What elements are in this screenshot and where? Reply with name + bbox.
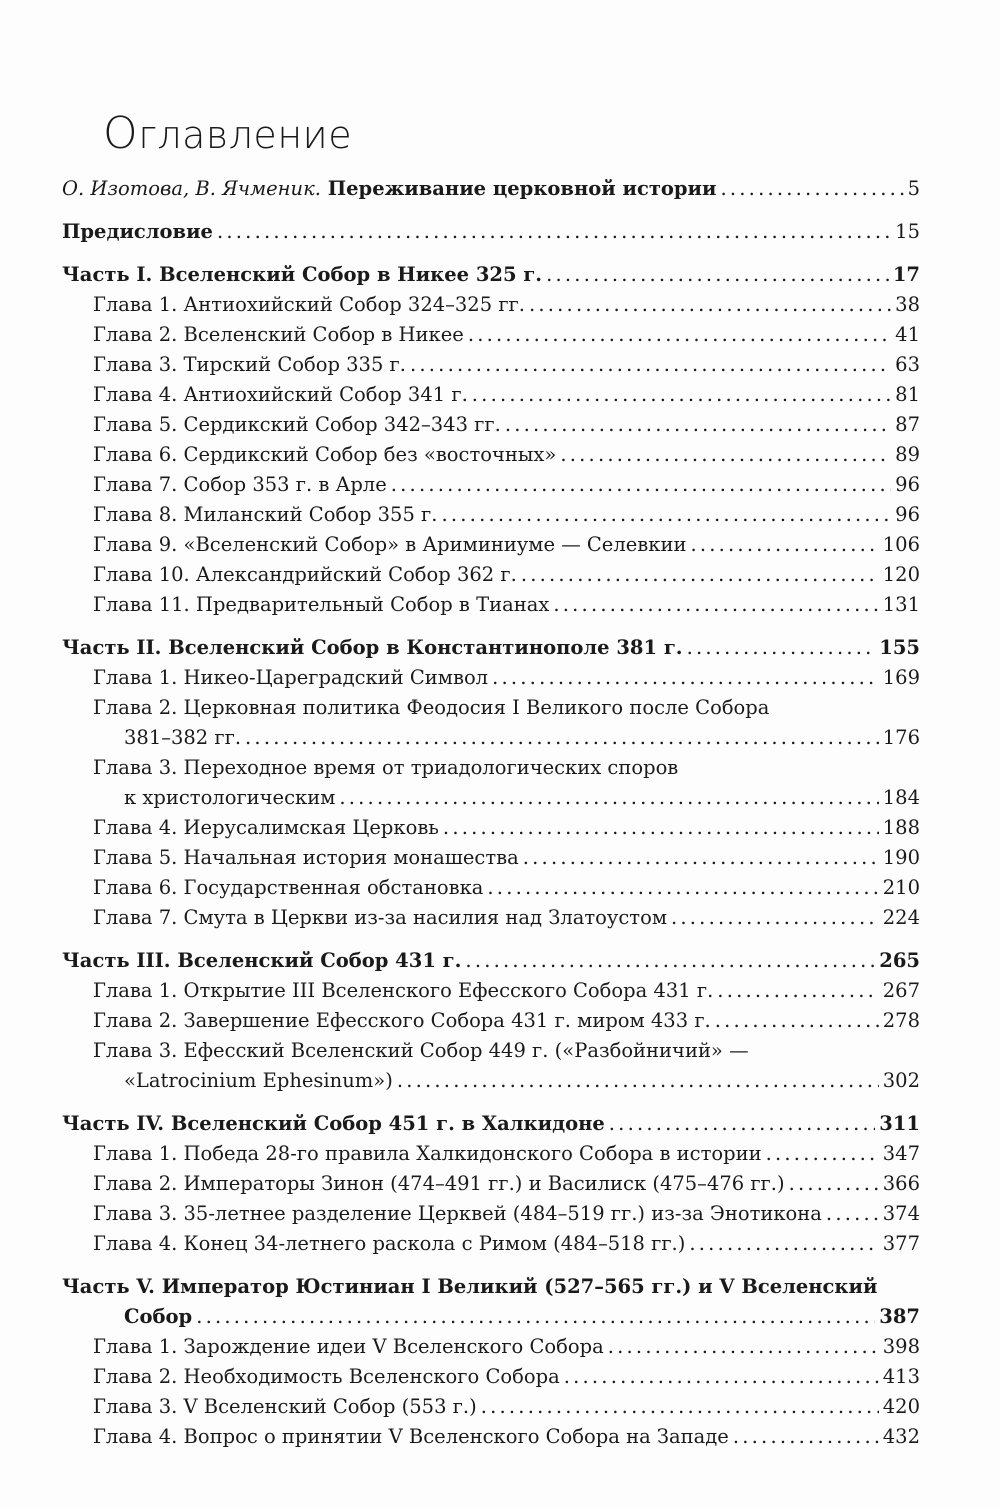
toc-entry-label: Глава 2. Завершение Ефесского Собора 431 г. миром 433 г. (93, 1009, 711, 1032)
page-number: 302 (882, 1069, 920, 1092)
toc-chapter[interactable] (62, 1422, 920, 1452)
toc-chapter[interactable] (62, 590, 920, 620)
toc-part-4 (62, 1109, 920, 1259)
leader-dots (487, 873, 878, 903)
leader-dots (689, 1229, 878, 1259)
leader-dots (609, 1109, 876, 1139)
toc-entry-label: Глава 1. Открытие III Вселенского Ефесского Собора 431 г. (93, 979, 714, 1002)
toc-entry-label: Глава 6. Государственная обстановка (93, 876, 484, 899)
leader-dots (505, 410, 891, 440)
table-of-contents (62, 174, 920, 1452)
leader-dots (391, 470, 891, 500)
leader-dots (465, 946, 875, 976)
toc-chapter[interactable] (62, 663, 920, 693)
page-number: 267 (882, 979, 920, 1002)
toc-chapter[interactable] (62, 903, 920, 933)
toc-entry-label: Глава 7. Собор 353 г. в Арле (93, 473, 387, 496)
leader-dots (410, 350, 891, 380)
page-number: 63 (895, 353, 920, 376)
page-number: 38 (895, 293, 920, 316)
toc-chapter[interactable] (62, 1199, 920, 1229)
toc-entry-label: Глава 4. Вопрос о принятии V Вселенского Собора на Западе (93, 1425, 729, 1448)
toc-part-heading[interactable] (62, 946, 920, 976)
leader-dots (521, 560, 879, 590)
toc-entry-label: Глава 3. 35-летнее разделение Церквей (484–519 гг.) из-за Энотикона (93, 1202, 822, 1225)
leader-dots (560, 440, 891, 470)
page-number: 176 (882, 726, 920, 749)
toc-chapter[interactable] (62, 410, 920, 440)
toc-chapter[interactable] (62, 1332, 920, 1362)
toc-chapter[interactable] (62, 530, 920, 560)
toc-chapter[interactable] (62, 1362, 920, 1392)
toc-entry-label: Глава 4. Иерусалимская Церковь (93, 816, 439, 839)
page-number: 89 (895, 443, 920, 466)
toc-chapter[interactable] (62, 1006, 920, 1036)
leader-dots (826, 1199, 879, 1229)
leader-dots (472, 380, 891, 410)
toc-chapter[interactable] (62, 380, 920, 410)
toc-entry-label: Глава 2. Необходимость Вселенского Собора (93, 1365, 560, 1388)
page-number: 96 (895, 503, 920, 526)
leader-dots (441, 500, 891, 530)
page-number: 311 (879, 1112, 920, 1135)
toc-entry-label: Глава 5. Сердикский Собор 342–343 гг. (93, 413, 501, 436)
leader-dots (687, 633, 876, 663)
leader-dots (553, 590, 878, 620)
leader-dots (789, 1169, 879, 1199)
toc-entry-label: 381–382 гг. (124, 726, 242, 749)
page-number: 120 (882, 563, 920, 586)
toc-part-3 (62, 946, 920, 1096)
page-number: 17 (892, 263, 920, 286)
toc-chapter[interactable] (62, 1392, 920, 1422)
toc-entry-label: Глава 1. Победа 28-го правила Халкидонского Собора в истории (93, 1142, 762, 1165)
page-number: 420 (882, 1395, 920, 1418)
leader-dots (217, 217, 891, 247)
toc-chapter[interactable] (62, 1066, 920, 1096)
page-number: 81 (895, 383, 920, 406)
toc-chapter[interactable] (62, 873, 920, 903)
leader-dots (468, 320, 891, 350)
leader-dots (492, 663, 879, 693)
page-number: 184 (882, 786, 920, 809)
toc-entry-label: «Latrocinium Ephesinum») (124, 1069, 393, 1092)
toc-entry-label: Глава 2. Императоры Зинон (474–491 гг.) и Василиск (475–476 гг.) (93, 1172, 785, 1195)
leader-dots (196, 1302, 875, 1332)
toc-chapter[interactable] (62, 843, 920, 873)
intro-author: О. Изотова, В. Ячменик. (62, 177, 321, 200)
page-number: 210 (882, 876, 920, 899)
leader-dots (733, 1422, 879, 1452)
toc-entry-label: Глава 8. Миланский Собор 355 г. (93, 503, 438, 526)
page-number: 5 (907, 177, 920, 200)
toc-entry-label: Глава 9. «Вселенский Собор» в Ариминиуме — Селевкии (93, 533, 687, 556)
toc-chapter[interactable] (62, 723, 920, 753)
toc-entry-label: к христологическим (124, 786, 336, 809)
leader-dots (671, 903, 879, 933)
page-number: 432 (882, 1425, 920, 1448)
toc-chapter[interactable] (62, 783, 920, 813)
page-number: 387 (879, 1305, 920, 1328)
toc-entry-label: Глава 3. V Вселенский Собор (553 г.) (93, 1395, 477, 1418)
toc-entry-label: Предисловие (62, 220, 213, 243)
toc-entry-label: Глава 1. Антиохийский Собор 324–325 гг. (93, 293, 525, 316)
page-number: 413 (882, 1365, 920, 1388)
page-number: 190 (882, 846, 920, 869)
toc-entry-label: Часть I. Вселенский Собор в Никее 325 г. (62, 263, 543, 286)
toc-chapter[interactable] (62, 320, 920, 350)
toc-chapter[interactable] (62, 290, 920, 320)
toc-chapter[interactable] (62, 440, 920, 470)
toc-chapter[interactable] (62, 976, 920, 1006)
page-number: 374 (882, 1202, 920, 1225)
leader-dots (245, 723, 879, 753)
leader-dots (546, 260, 889, 290)
leader-dots (715, 1006, 879, 1036)
toc-entry-label: Собор (124, 1305, 193, 1328)
leader-dots (443, 813, 879, 843)
page-number: 377 (882, 1232, 920, 1255)
toc-part-heading[interactable] (62, 633, 920, 663)
toc-part-5 (62, 1272, 920, 1452)
toc-chapter-line[interactable]: Глава 3. Переходное время от триадологических споров (93, 756, 679, 779)
toc-entry-label (62, 174, 716, 204)
toc-chapter-line[interactable]: Глава 2. Церковная политика Феодосия I Великого после Собора (93, 696, 770, 719)
page-title (103, 108, 352, 159)
toc-part-2 (62, 633, 920, 933)
page-number: 265 (879, 949, 920, 972)
toc-entry-label: Глава 2. Вселенский Собор в Никее (93, 323, 464, 346)
page-number: 366 (882, 1172, 920, 1195)
toc-entry-label: Глава 5. Начальная история монашества (93, 846, 519, 869)
toc-entry-intro[interactable] (62, 174, 920, 204)
page-number: 169 (882, 666, 920, 689)
page-number: 188 (882, 816, 920, 839)
page-number: 87 (895, 413, 920, 436)
toc-entry-label: Часть IV. Вселенский Собор 451 г. в Халкидоне (62, 1112, 605, 1135)
toc-entry-label: Глава 6. Сердикский Собор без «восточных» (93, 443, 557, 466)
toc-entry-label: Глава 4. Конец 34-летнего раскола с Римом (484–518 гг.) (93, 1232, 686, 1255)
toc-chapter[interactable] (62, 500, 920, 530)
toc-part-heading[interactable] (62, 1109, 920, 1139)
leader-dots (529, 290, 891, 320)
page-number: 398 (882, 1335, 920, 1358)
page-number: 155 (879, 636, 920, 659)
page-number: 15 (895, 220, 920, 243)
toc-entry-label: Глава 11. Предварительный Собор в Тианах (93, 593, 550, 616)
toc-chapter[interactable] (62, 1169, 920, 1199)
leader-dots (564, 1362, 879, 1392)
page-number: 278 (882, 1009, 920, 1032)
toc-chapter[interactable] (62, 1139, 920, 1169)
title-initial: О (103, 108, 139, 159)
toc-entry-label: Глава 10. Александрийский Собор 362 г. (93, 563, 517, 586)
title-rest: главление (138, 113, 353, 157)
page-number: 106 (882, 533, 920, 556)
toc-entry-label: Глава 7. Смута в Церкви из-за насилия над Златоустом (93, 906, 667, 929)
toc-chapter-line[interactable]: Глава 3. Ефесский Вселенский Собор 449 г. («Разбойничий» — (93, 1039, 749, 1062)
leader-dots (481, 1392, 879, 1422)
leader-dots (690, 530, 878, 560)
page-number: 131 (882, 593, 920, 616)
leader-dots (766, 1139, 879, 1169)
leader-dots (397, 1066, 879, 1096)
toc-entry-label: Часть III. Вселенский Собор 431 г. (62, 949, 462, 972)
leader-dots (717, 976, 878, 1006)
toc-chapter[interactable] (62, 1229, 920, 1259)
toc-chapter[interactable] (62, 470, 920, 500)
leader-dots (523, 843, 879, 873)
leader-dots (339, 783, 878, 813)
toc-chapter[interactable] (62, 813, 920, 843)
toc-entry-label: Глава 1. Никео-Цареградский Символ (93, 666, 489, 689)
toc-part-heading[interactable] (62, 1302, 920, 1332)
toc-entry-label: Глава 1. Зарождение идеи V Вселенского Собора (93, 1335, 604, 1358)
page-number: 96 (895, 473, 920, 496)
page-number: 41 (895, 323, 920, 346)
toc-entry-label: Часть II. Вселенский Собор в Константинополе 381 г. (62, 636, 683, 659)
intro-title: Переживание церковной истории (327, 177, 717, 200)
toc-chapter[interactable] (62, 560, 920, 590)
leader-dots (720, 174, 903, 204)
toc-parts (62, 260, 920, 1452)
toc-part-heading[interactable] (62, 260, 920, 290)
toc-entry-label: Глава 3. Тирский Собор 335 г. (93, 353, 406, 376)
toc-entry-preface[interactable] (62, 217, 920, 247)
leader-dots (608, 1332, 879, 1362)
toc-chapter[interactable] (62, 350, 920, 380)
page-number: 347 (882, 1142, 920, 1165)
page-number: 224 (882, 906, 920, 929)
toc-part-1 (62, 260, 920, 620)
toc-part-heading-line[interactable]: Часть V. Император Юстиниан I Великий (527–565 гг.) и V Вселенский (62, 1275, 878, 1298)
toc-entry-label: Глава 4. Антиохийский Собор 341 г. (93, 383, 468, 406)
